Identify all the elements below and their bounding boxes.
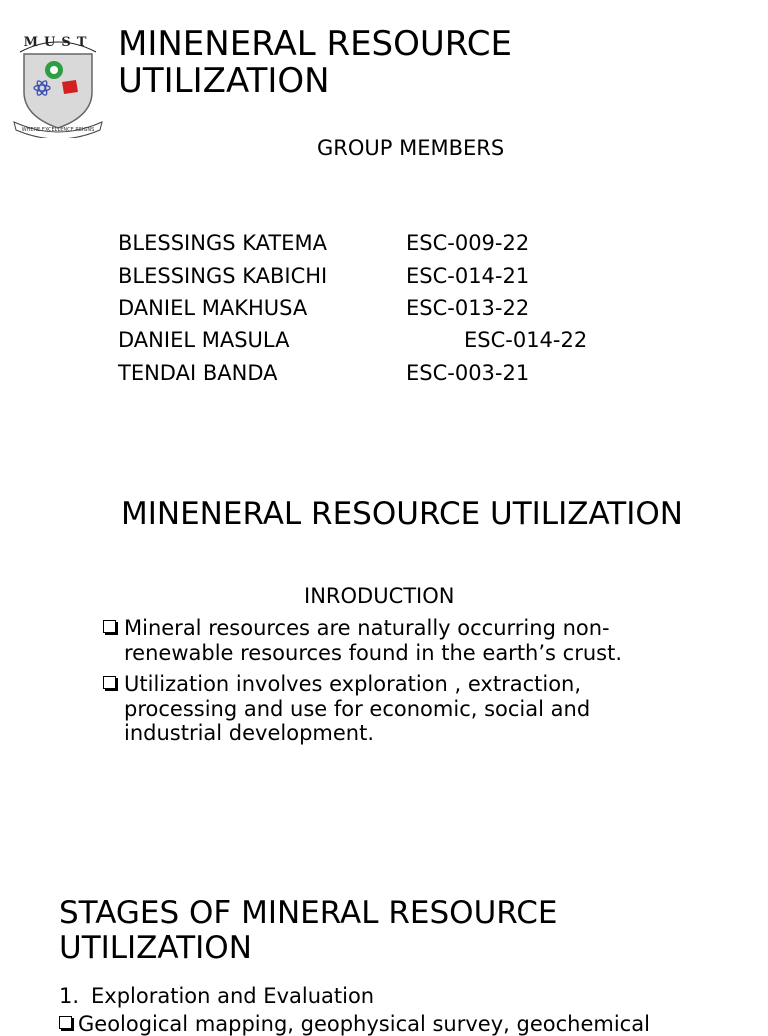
slide1-title bbox=[118, 26, 512, 100]
member-name: BLESSINGS KABICHI bbox=[118, 264, 328, 288]
member-name: DANIEL MASULA bbox=[118, 328, 290, 352]
stage-number: 1. bbox=[59, 984, 80, 1008]
slide3-title bbox=[59, 896, 558, 966]
logo-top-text: MUST bbox=[23, 35, 93, 50]
bullet-item bbox=[59, 1012, 650, 1036]
bullet-text: Geological mapping, geophysical survey, geochemical bbox=[78, 1012, 650, 1036]
member-id: ESC-003-21 bbox=[406, 361, 530, 385]
slide2-title: MINENERAL RESOURCE UTILIZATION bbox=[121, 496, 683, 532]
university-logo bbox=[10, 30, 106, 138]
slide1-title-line1: MINENERAL RESOURCE bbox=[118, 24, 512, 64]
bullet-line: processing and use for economic, social and bbox=[124, 696, 591, 721]
logo-red-book bbox=[62, 80, 78, 94]
member-id: ESC-013-22 bbox=[406, 296, 530, 320]
bullet-line: industrial development. bbox=[124, 721, 375, 745]
slide1-title-line2: UTILIZATION bbox=[118, 61, 330, 101]
introduction-heading: INRODUCTION bbox=[304, 584, 455, 608]
member-name: TENDAI BANDA bbox=[118, 361, 278, 385]
stage-item bbox=[59, 984, 374, 1008]
bullet-line: Mineral resources are naturally occurring non- bbox=[124, 616, 610, 640]
member-name: DANIEL MAKHUSA bbox=[118, 296, 308, 320]
square-bullet-icon bbox=[59, 1016, 72, 1029]
group-members-label: GROUP MEMBERS bbox=[317, 136, 505, 160]
slide3-title-line1: STAGES OF MINERAL RESOURCE bbox=[59, 895, 558, 931]
square-bullet-icon bbox=[103, 620, 116, 633]
member-name: BLESSINGS KATEMA bbox=[118, 231, 327, 255]
member-id: ESC-014-22 bbox=[464, 328, 588, 352]
slide3-title-line2: UTILIZATION bbox=[59, 930, 252, 966]
bullet-line: Utilization involves exploration , extraction, bbox=[124, 672, 582, 696]
bullet-line: renewable resources found in the earth’s crust. bbox=[124, 640, 622, 665]
stage-label: Exploration and Evaluation bbox=[91, 984, 375, 1008]
member-id: ESC-014-21 bbox=[406, 264, 530, 288]
member-id: ESC-009-22 bbox=[406, 231, 530, 255]
logo-motto: WHERE EXCELLENCE REIGNS bbox=[21, 127, 95, 133]
square-bullet-icon bbox=[103, 676, 116, 689]
